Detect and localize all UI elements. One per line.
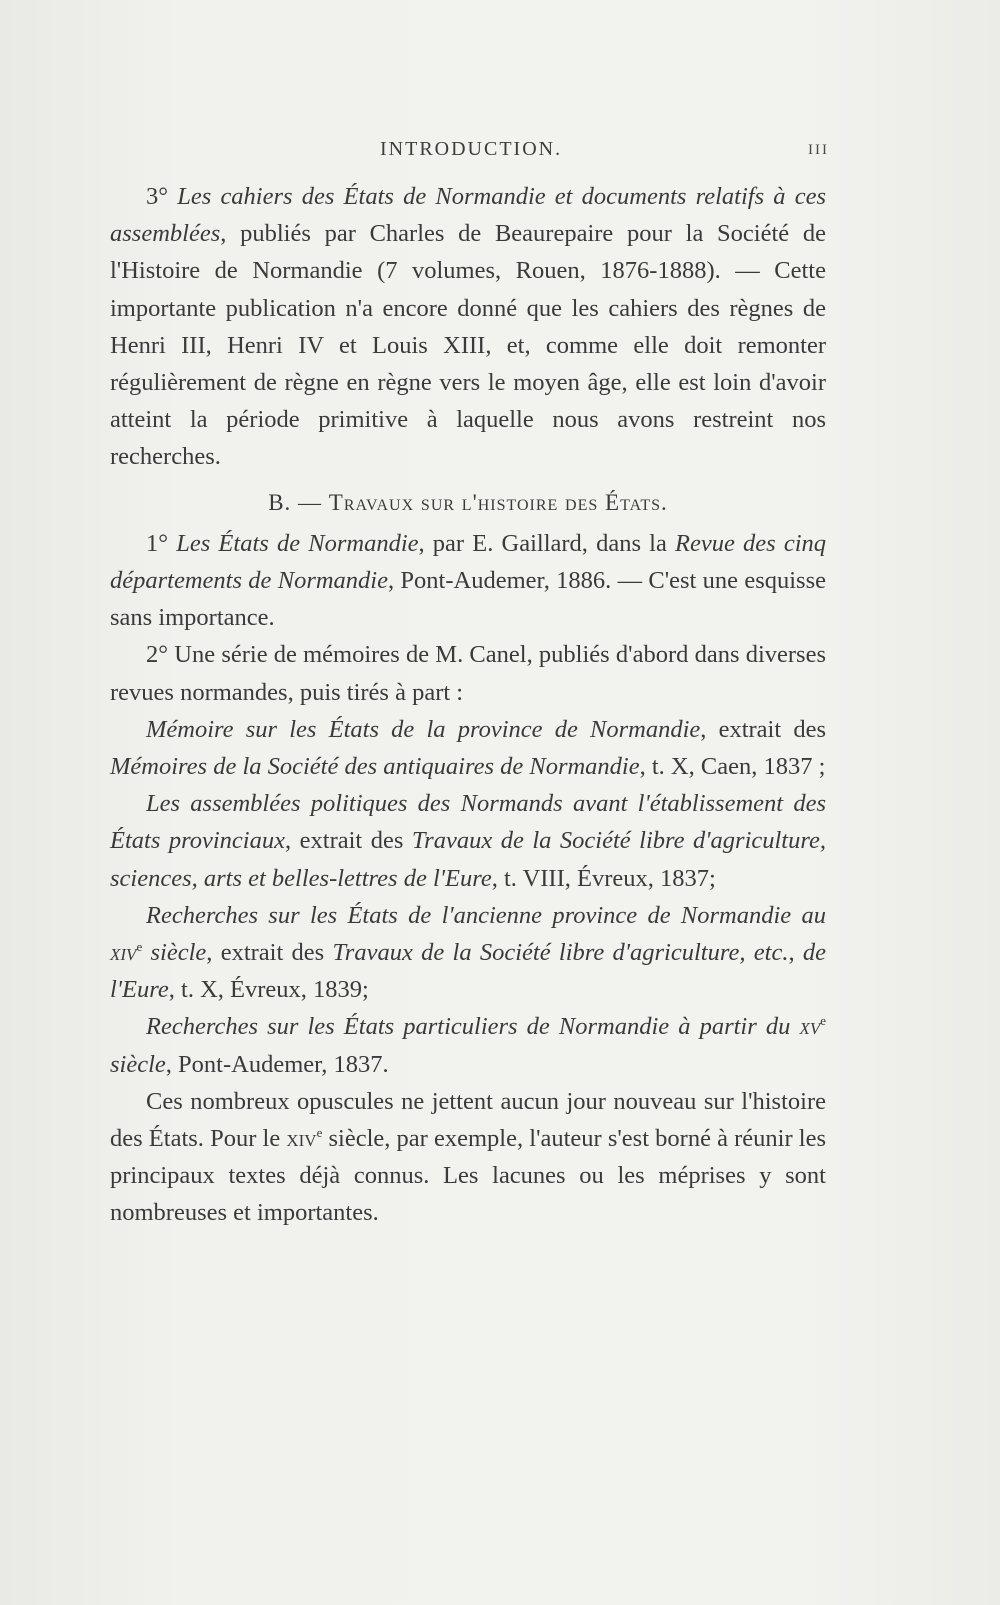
journal-title: Mémoires de la Société des antiquaires de Normandie <box>110 753 640 781</box>
bibliography-entry <box>110 897 826 1009</box>
work-title: Recherches sur les États particuliers de Normandie à partir du <box>146 1013 800 1041</box>
paragraph-text: Ces nombreux opuscules ne jettent aucun jour nouveau sur l'histoire des États. Pour le <box>110 1087 826 1153</box>
paragraph-text: , <box>788 939 803 967</box>
item-number: 1° <box>146 529 169 557</box>
item-number: 2° <box>146 641 169 669</box>
superscript: e <box>820 1013 826 1029</box>
paragraph-text: , t. X, Caen, 1837 ; <box>639 753 826 781</box>
work-title: siècle <box>142 939 207 967</box>
body-text <box>110 178 826 1232</box>
work-title: Les États de Normandie <box>176 529 419 557</box>
paragraph-item-1 <box>110 525 826 637</box>
paragraph-text: , extrait des <box>700 715 826 743</box>
paragraph-text: , extrait des <box>206 939 333 967</box>
page-number: III <box>808 142 829 158</box>
paragraph-item-2 <box>110 636 826 710</box>
paragraph-text: , Pont-Audemer, 1837. <box>165 1050 389 1078</box>
century-numeral: xv <box>799 1013 821 1041</box>
journal-title: Revue des cinq départements de Normandie <box>110 529 827 595</box>
work-title: siècle <box>110 1050 166 1078</box>
superscript: e <box>316 1124 323 1140</box>
work-title: Mémoire sur les États de la province de Normandie <box>146 715 701 743</box>
bibliography-entry <box>110 711 826 785</box>
journal-title: de l'Eure <box>110 939 826 1004</box>
superscript: e <box>136 938 143 954</box>
paragraph-text: siècle, par exemple, l'auteur s'est borné à réunir les principaux textes déjà connus. Les lacunes ou les méprises y sont nombreuses et importantes. <box>110 1125 826 1227</box>
paragraph-text: , publiés par Charles de Beaurepaire pour la Société de l'Histoire de Normandie (7 volumes, Rouen, 1876-1888). — Cette importante publication n'a encore donné que les cahiers des règnes de Henri III, Henri IV et Louis XIII, et, comme elle doit remonter régulièrement de règne en règne vers le moyen âge, elle est loin d'avoir atteint la période primitive à laquelle nous avons restreint nos recherches. <box>110 220 826 471</box>
work-title: Recherches sur les États de l'ancienne province de Normandie au <box>146 901 826 929</box>
section-heading <box>110 484 826 521</box>
section-title: Travaux sur l'histoire des États. <box>328 489 668 515</box>
paragraph-text: , t. VIII, Évreux, 1837; <box>491 864 716 892</box>
paragraph-text: , Pont-Audemer, 1886. — C'est une esquisse sans importance. <box>110 567 826 632</box>
paragraph-item-3 <box>110 178 826 476</box>
journal-title: Travaux de la Société libre d'agriculture, sciences, arts et belles-lettres de l'Eure <box>110 827 826 892</box>
work-title: Les cahiers des États de Normandie et documents relatifs à ces assemblées <box>110 183 826 248</box>
section-letter: B. — <box>268 489 329 515</box>
running-head <box>0 138 1000 168</box>
bibliography-entry <box>110 785 826 897</box>
paragraph-text: , par E. Gaillard, dans la <box>418 529 675 557</box>
paragraph-text: , t. X, Évreux, 1839; <box>168 976 369 1004</box>
paragraph-conclusion <box>110 1083 826 1232</box>
paragraph-text: Une série de mémoires de M. Canel, publiés d'abord dans diverses revues normandes, puis tirés à part : <box>110 641 826 706</box>
journal-title: Travaux de la Société libre d'agriculture, etc. <box>332 939 789 967</box>
century-numeral: xiv <box>286 1125 317 1153</box>
bibliography-entry <box>110 1008 826 1082</box>
work-title: Les assemblées politiques des Normands avant l'établissement des États provinciaux <box>110 790 826 855</box>
paragraph-text: , extrait des <box>285 827 412 855</box>
running-head-title: INTRODUCTION. <box>380 138 563 160</box>
item-number: 3° <box>146 183 169 210</box>
century-numeral: xiv <box>110 939 137 967</box>
